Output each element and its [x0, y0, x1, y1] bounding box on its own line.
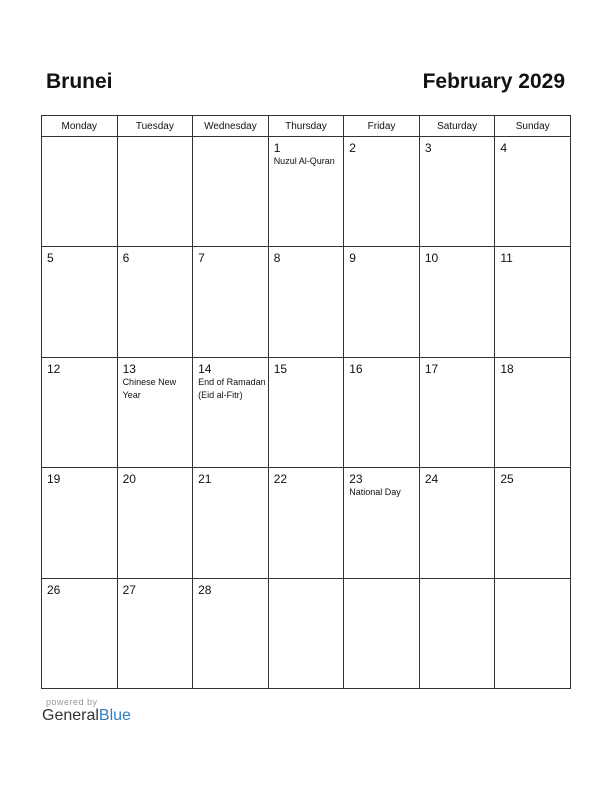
- day-cell: [419, 578, 495, 688]
- holiday-label: Nuzul Al-Quran: [273, 156, 335, 166]
- day-number: 20: [122, 472, 136, 487]
- day-cell: [344, 357, 420, 467]
- week-row: [42, 137, 571, 247]
- weekday-header: Saturday: [419, 116, 495, 137]
- month-year-title: February 2029: [422, 70, 565, 93]
- day-number: 28: [198, 582, 212, 597]
- day-cell: [117, 247, 193, 357]
- day-cell: [193, 578, 269, 688]
- day-cell: [193, 137, 269, 247]
- day-number: 11: [500, 251, 513, 266]
- holiday-label: National Day: [349, 487, 401, 498]
- weekday-header: Wednesday: [193, 116, 269, 137]
- day-number: 12: [47, 361, 61, 376]
- day-cell: [117, 578, 193, 688]
- day-cell: [344, 578, 420, 688]
- day-cell: [495, 468, 571, 578]
- day-cell: [268, 137, 344, 247]
- day-number: [193, 137, 268, 141]
- day-cell: [495, 578, 571, 688]
- day-cell: [344, 247, 420, 357]
- country-title: Brunei: [46, 70, 113, 93]
- holiday-label: Chinese New Year: [122, 376, 177, 400]
- week-row: [42, 247, 571, 357]
- day-number: 13: [122, 361, 136, 376]
- day-number: 2: [349, 141, 356, 155]
- day-number: 16: [349, 361, 363, 376]
- week-row: [42, 468, 571, 578]
- day-number: 8: [273, 251, 281, 266]
- day-cell: [419, 137, 495, 247]
- day-cell: [344, 137, 420, 247]
- day-cell: [419, 468, 495, 578]
- day-number: 1: [273, 141, 281, 155]
- day-cell: [193, 468, 269, 578]
- weekday-header: Thursday: [268, 116, 344, 137]
- week-row: [42, 357, 571, 467]
- day-number: 25: [500, 472, 514, 487]
- day-number: 6: [122, 251, 130, 266]
- day-cell: [419, 357, 495, 467]
- day-cell: [193, 357, 269, 467]
- day-cell: [344, 468, 420, 578]
- day-cell: [42, 137, 118, 247]
- day-number: [420, 579, 495, 583]
- day-cell: [117, 357, 193, 467]
- day-cell: [495, 137, 571, 247]
- weekday-header: Tuesday: [117, 116, 193, 137]
- day-number: 4: [500, 141, 508, 155]
- day-number: 26: [47, 582, 61, 597]
- calendar-grid: [41, 115, 571, 689]
- day-number: [344, 579, 419, 583]
- weekday-header: Friday: [344, 116, 420, 137]
- day-number: 10: [424, 251, 439, 266]
- day-cell: [495, 357, 571, 467]
- day-number: 18: [500, 361, 514, 376]
- day-cell: [268, 468, 344, 578]
- weekday-header: Sunday: [495, 116, 571, 137]
- day-number: 5: [47, 251, 54, 266]
- day-number: [495, 579, 570, 583]
- powered-by-text: powered by: [46, 697, 98, 707]
- holiday-label: End of Ramadan (Eid al-Fitr): [198, 376, 266, 400]
- day-cell: [495, 247, 571, 357]
- day-number: 17: [424, 361, 439, 376]
- day-number: 9: [349, 251, 356, 266]
- day-number: [269, 579, 344, 583]
- day-cell: [419, 247, 495, 357]
- day-number: 15: [273, 361, 288, 376]
- day-number: 24: [424, 472, 439, 487]
- weekday-header: Monday: [42, 116, 118, 137]
- day-number: [42, 137, 117, 141]
- day-cell: [42, 468, 118, 578]
- day-cell: [117, 137, 193, 247]
- day-cell: [193, 247, 269, 357]
- week-row: [42, 578, 571, 688]
- day-number: 23: [349, 472, 363, 487]
- day-cell: [268, 578, 344, 688]
- day-cell: [268, 357, 344, 467]
- day-number: [118, 137, 193, 141]
- day-number: 14: [198, 361, 212, 376]
- generalblue-logo[interactable]: [42, 707, 131, 725]
- day-number: 19: [47, 472, 61, 487]
- day-number: 7: [198, 251, 205, 266]
- logo-general-text: General: [42, 707, 99, 724]
- weekday-header-row: [42, 116, 571, 137]
- day-cell: [42, 247, 118, 357]
- day-number: 3: [424, 141, 432, 155]
- day-number: 27: [122, 582, 136, 597]
- day-cell: [42, 578, 118, 688]
- day-cell: [42, 357, 118, 467]
- day-cell: [268, 247, 344, 357]
- logo-blue-text: Blue: [98, 707, 131, 724]
- day-number: 21: [198, 472, 212, 487]
- day-cell: [117, 468, 193, 578]
- day-number: 22: [273, 472, 288, 487]
